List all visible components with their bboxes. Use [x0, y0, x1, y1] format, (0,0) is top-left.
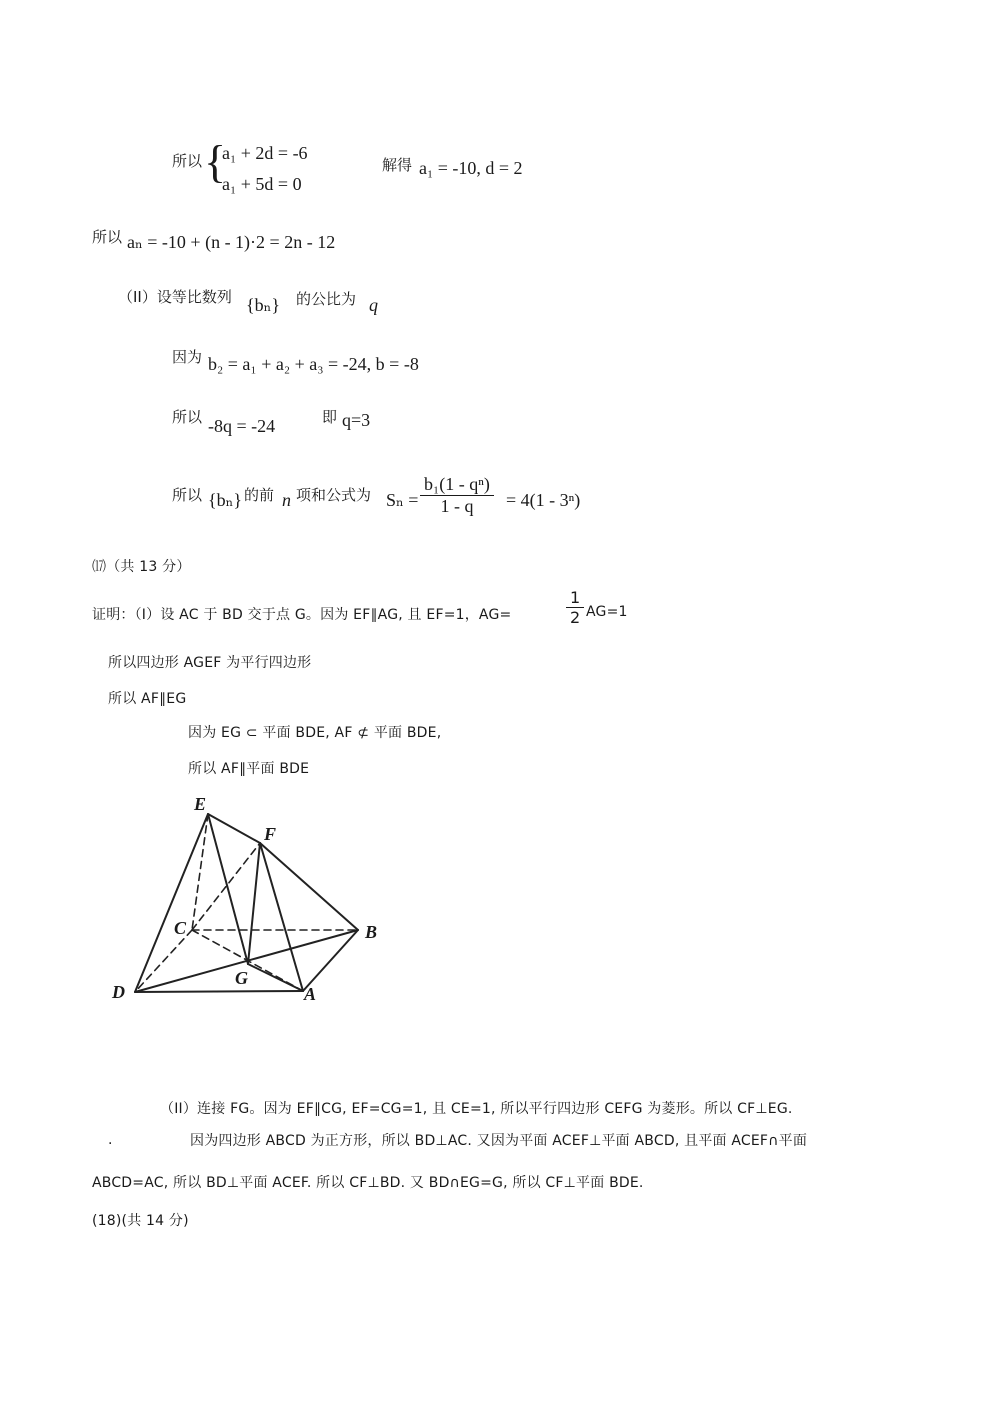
sum-lhs: Sₙ = [386, 490, 419, 510]
because-prefix: 因为 [172, 348, 203, 366]
proof-part2-line1: （II）连接 FG。因为 EF∥CG, EF=CG=1, 且 CE=1, 所以平行四边形 CEFG 为菱形。所以 CF⊥EG. [160, 1101, 793, 1117]
vertex-label-g: G [235, 968, 248, 988]
because-equation: b₂ = a₁ + a₂ + a₃ = -24, b = -8 [208, 354, 419, 374]
edge-ga [248, 964, 303, 991]
general-term-equation: aₙ = -10 + (n - 1)·2 = 2n - 12 [127, 232, 336, 252]
system-equation-2: a₁ + 5d = 0 [222, 174, 302, 194]
section-18-heading: (18)(共 14 分) [92, 1213, 189, 1229]
ie-equation: q=3 [342, 410, 371, 430]
part2-sequence: {bₙ} [246, 295, 281, 315]
edge-ed [135, 814, 208, 992]
so-prefix: 所以 [172, 408, 203, 426]
geometry-figure [90, 786, 400, 1032]
proof-part2-line3: ABCD=AC, 所以 BD⊥平面 ACEF. 所以 CF⊥BD. 又 BD∩EG=G, 所以 CF⊥平面 BDE. [92, 1175, 644, 1191]
proof-part1-tail: AG=1 [586, 604, 628, 620]
edge-ab [303, 930, 358, 991]
proof-half-fraction [566, 588, 584, 627]
solve-result: a₁ = -10, d = 2 [419, 158, 523, 178]
proof-parallelogram: 所以四边形 AGEF 为平行四边形 [108, 655, 312, 671]
solve-prefix: 解得 [382, 156, 413, 174]
sum-fraction [420, 474, 494, 517]
vertex-label-a: A [304, 984, 317, 1004]
so-equation: -8q = -24 [208, 416, 276, 436]
vertex-label-f: F [264, 824, 277, 844]
system-equation-1: a₁ + 2d = -6 [222, 143, 308, 163]
vertex-label-c: C [174, 918, 187, 938]
edge-fb [260, 843, 358, 930]
sum-mid-1: 的前 [244, 486, 275, 504]
half-numerator: 1 [566, 588, 584, 608]
vertex-label-d: D [112, 982, 125, 1002]
system-prefix: 所以 [172, 152, 203, 170]
section-17-heading: ⒄（共 13 分） [92, 559, 191, 575]
stray-dot: . [108, 1132, 113, 1148]
sum-numerator: b₁(1 - qⁿ) [420, 474, 494, 496]
sum-sequence: {bₙ} [208, 490, 243, 510]
part2-tail: 的公比为 [296, 290, 357, 308]
edge-fa [260, 843, 303, 991]
edge-fg [248, 843, 260, 964]
part2-heading: （II）设等比数列 [118, 288, 232, 306]
general-term-prefix: 所以 [92, 228, 123, 246]
proof-because-plane: 因为 EG ⊂ 平面 BDE, AF ⊄ 平面 BDE, [188, 725, 442, 741]
sum-prefix: 所以 [172, 486, 203, 504]
vertex-label-e: E [194, 794, 207, 814]
proof-part1-line: 证明：（Ⅰ）设 AC 于 BD 交于点 G。因为 EF∥AG, 且 EF=1，AG= [92, 607, 512, 623]
ratio-symbol: q [369, 295, 378, 315]
proof-conclusion: 所以 AF∥平面 BDE [188, 761, 310, 777]
ie-prefix: 即 [322, 408, 338, 426]
edge-cd-hidden [135, 930, 192, 992]
sum-mid-2: 项和公式为 [296, 486, 372, 504]
half-denominator: 2 [570, 608, 581, 627]
proof-af-parallel-eg: 所以 AF∥EG [108, 691, 187, 707]
sum-denominator: 1 - q [440, 496, 474, 516]
system-brace: { [204, 136, 227, 187]
edge-da [135, 991, 303, 992]
vertex-label-b: B [365, 922, 378, 942]
sum-n: n [282, 490, 291, 510]
proof-part2-line2: 因为四边形 ABCD 为正方形，所以 BD⊥AC. 又因为平面 ACEF⊥平面 ABCD, 且平面 ACEF∩平面 [190, 1133, 808, 1149]
sum-rhs: = 4(1 - 3ⁿ) [506, 490, 581, 510]
edge-ef [208, 814, 260, 843]
